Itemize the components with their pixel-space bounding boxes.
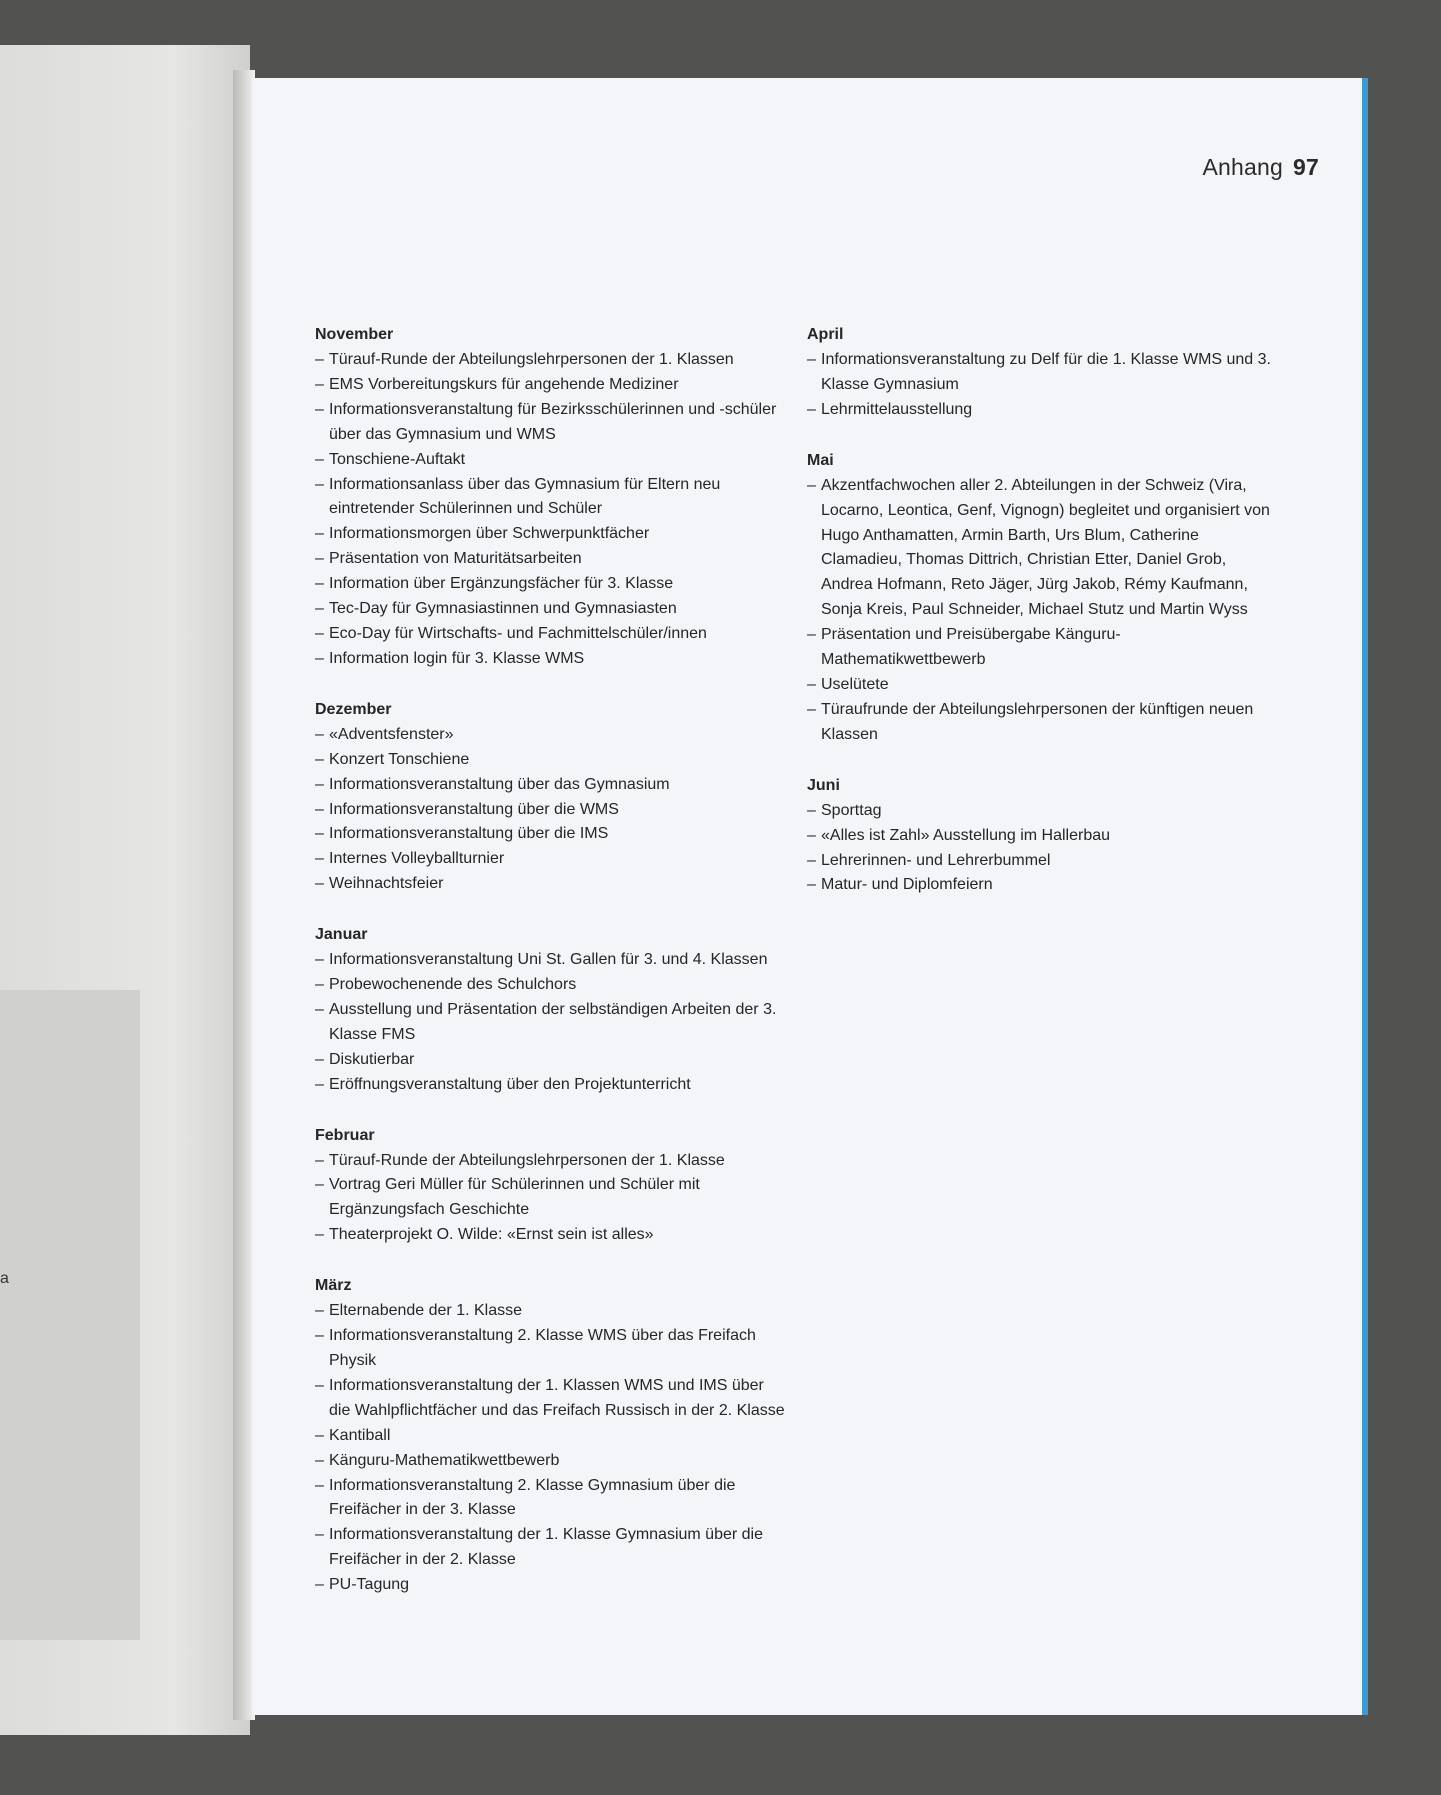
event-item: – Tonschiene-Auftakt [315, 448, 785, 473]
month-section [315, 698, 785, 897]
month-heading: Februar [315, 1126, 375, 1144]
event-item: – Präsentation von Maturitätsarbeiten [315, 547, 785, 572]
event-item: – Informationsveranstaltung über das Gymnasium [315, 773, 785, 798]
left-page-image-panel [0, 990, 140, 1640]
right-column [807, 323, 1277, 924]
month-section [315, 323, 785, 672]
event-item: – Sporttag [807, 799, 1277, 824]
event-item: – Informationsveranstaltung 2. Klasse WMS über das Freifach Physik [315, 1324, 785, 1374]
event-item: – Informationsveranstaltung über die WMS [315, 798, 785, 823]
right-page [252, 78, 1367, 1715]
event-item: – Probewochenende des Schulchors [315, 973, 785, 998]
event-item: – Weihnachtsfeier [315, 872, 785, 897]
month-heading: Mai [807, 451, 834, 469]
month-section [807, 449, 1277, 748]
page-header [1203, 154, 1319, 181]
month-section [807, 774, 1277, 899]
section-title: Anhang [1202, 154, 1284, 180]
event-item: – Informationsmorgen über Schwerpunktfächer [315, 522, 785, 547]
event-item: – Informationsanlass über das Gymnasium für Eltern neu eintretender Schülerinnen und Schüler [315, 473, 785, 523]
event-list [315, 1149, 785, 1249]
month-section [315, 1274, 785, 1598]
event-item: – Lehrerinnen- und Lehrerbummel [807, 849, 1277, 874]
event-item: – PU-Tagung [315, 1573, 785, 1598]
event-item: – Konzert Tonschiene [315, 748, 785, 773]
event-item: – Informationsveranstaltung Uni St. Gallen für 3. und 4. Klassen [315, 948, 785, 973]
event-item: – Internes Volleyballturnier [315, 847, 785, 872]
event-item: – Uselütete [807, 673, 1277, 698]
month-heading: November [315, 326, 394, 343]
page-edge [1362, 78, 1368, 1715]
event-item: – Elternabende der 1. Klasse [315, 1299, 785, 1324]
month-section [315, 1124, 785, 1249]
event-item: – Eco-Day für Wirtschafts- und Fachmittelschüler/innen [315, 622, 785, 647]
event-item: – Vortrag Geri Müller für Schülerinnen und Schüler mit Ergänzungsfach Geschichte [315, 1173, 785, 1223]
event-item: – Lehrmittelausstellung [807, 398, 1277, 423]
event-item: – Informationsveranstaltung zu Delf für die 1. Klasse WMS und 3. Klasse Gymnasium [807, 348, 1277, 398]
event-item: – EMS Vorbereitungskurs für angehende Mediziner [315, 373, 785, 398]
event-item: – Kantiball [315, 1424, 785, 1449]
event-item: – Eröffnungsveranstaltung über den Projektunterricht [315, 1073, 785, 1098]
event-item: – Matur- und Diplomfeiern [807, 873, 1277, 898]
event-item: – Informationsveranstaltung für Bezirksschülerinnen und -schüler über das Gymnasium und WMS [315, 398, 785, 448]
event-item: – Türaufrunde der Abteilungslehrpersonen der künftigen neuen Klassen [807, 698, 1277, 748]
event-item: – Informationsveranstaltung der 1. Klassen WMS und IMS über die Wahlpflichtfächer und das Freifach Russisch in der 2. Klasse [315, 1374, 785, 1424]
event-item: – Ausstellung und Präsentation der selbständigen Arbeiten der 3. Klasse FMS [315, 998, 785, 1048]
event-item: – Informationsveranstaltung über die IMS [315, 822, 785, 847]
event-item: – Tec-Day für Gymnasiastinnen und Gymnasiasten [315, 597, 785, 622]
event-list [315, 348, 785, 672]
month-heading: Januar [315, 926, 368, 944]
month-section [807, 323, 1277, 423]
event-list [807, 348, 1277, 423]
event-list [315, 948, 785, 1097]
event-list [315, 723, 785, 897]
event-item: – Information login für 3. Klasse WMS [315, 647, 785, 672]
event-item: – Akzentfachwochen aller 2. Abteilungen in der Schweiz (Vira, Locarno, Leontica, Genf, Vignogn) begleitet und organisiert von Hugo Anthamatten, Armin Barth, Urs Blum, Catherine Clamadieu, Thomas Dittrich, Christian Etter, Daniel Grob, Andrea Hofmann, Reto Jäger, Jürg Jakob, Rémy Kaufmann, Sonja Kreis, Paul Schneider, Michael Stutz und Martin Wyss [807, 474, 1277, 623]
event-item: – Känguru-Mathematikwettbewerb [315, 1449, 785, 1474]
event-list [807, 474, 1277, 748]
event-item: – «Adventsfenster» [315, 723, 785, 748]
event-item: – Informationsveranstaltung 2. Klasse Gymnasium über die Freifächer in der 3. Klasse [315, 1474, 785, 1524]
event-item: – «Alles ist Zahl» Ausstellung im Hallerbau [807, 824, 1277, 849]
month-heading: Juni [807, 776, 840, 794]
month-heading: April [807, 326, 844, 343]
event-item: – Theaterprojekt O. Wilde: «Ernst sein ist alles» [315, 1223, 785, 1248]
event-item: – Informationsveranstaltung der 1. Klasse Gymnasium über die Freifächer in der 2. Klasse [315, 1523, 785, 1573]
event-item: – Türauf-Runde der Abteilungslehrpersonen der 1. Klassen [315, 348, 785, 373]
left-page-text-fragment: a [0, 1270, 9, 1287]
event-item: – Türauf-Runde der Abteilungslehrpersonen der 1. Klasse [315, 1149, 785, 1174]
month-heading: Dezember [315, 700, 392, 718]
month-section [315, 923, 785, 1097]
page-number: 97 [1293, 154, 1319, 180]
event-item: – Information über Ergänzungsfächer für 3. Klasse [315, 572, 785, 597]
month-heading: März [315, 1277, 352, 1295]
event-list [807, 799, 1277, 899]
event-list [315, 1299, 785, 1598]
event-item: – Präsentation und Preisübergabe Känguru-Mathematikwettbewerb [807, 623, 1277, 673]
left-column [315, 323, 785, 1624]
event-item: – Diskutierbar [315, 1048, 785, 1073]
